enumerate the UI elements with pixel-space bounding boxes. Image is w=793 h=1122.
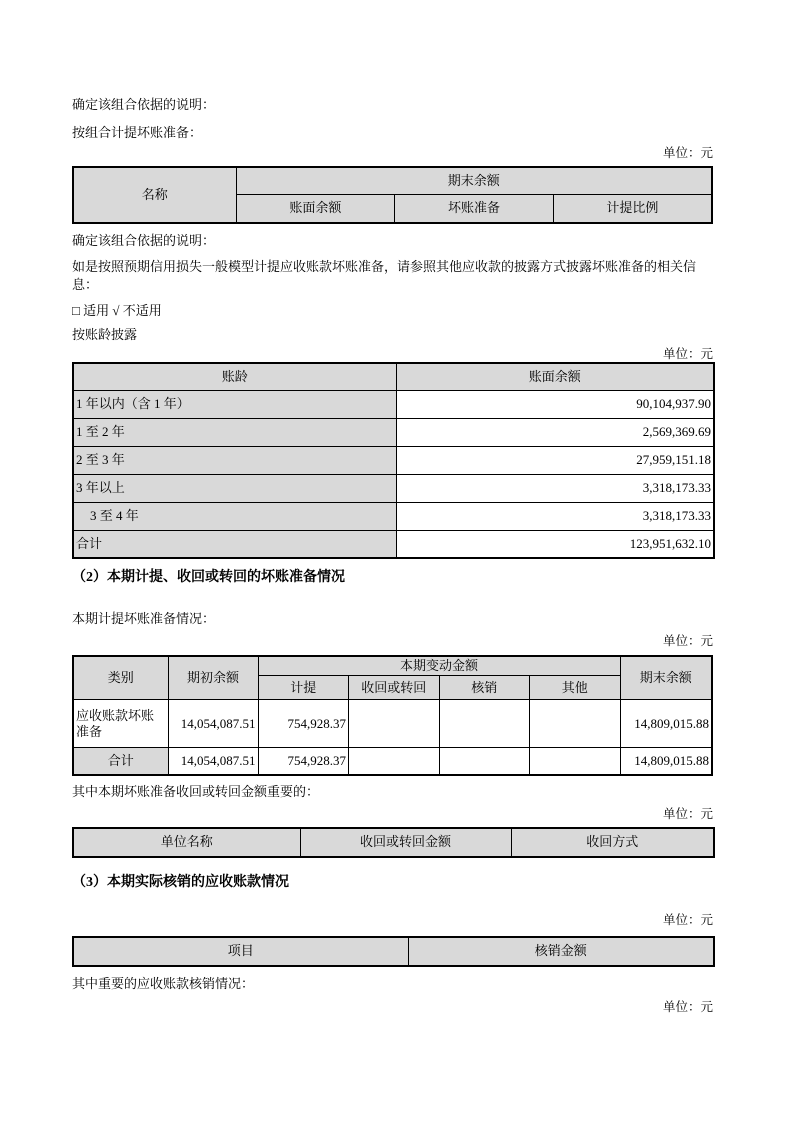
table-row	[73, 530, 714, 558]
table-row	[73, 418, 714, 446]
aging-row-label: 1 年以内（含 1 年）	[73, 390, 396, 418]
movement-total-opening: 14,054,087.51	[168, 748, 258, 775]
table-row	[73, 390, 714, 418]
table-row	[73, 446, 714, 474]
recovery-note: 其中本期坏账准备收回或转回金额重要的：	[72, 783, 320, 799]
col-header-recover: 收回或转回	[349, 676, 440, 700]
aging-table	[72, 362, 715, 559]
movement-total-other	[530, 748, 621, 775]
bad-debt-movement-table	[72, 655, 713, 776]
col-header-aging: 账龄	[73, 363, 396, 390]
col-header-opening-balance: 期初余额	[168, 656, 258, 700]
col-header-provision: 计提	[258, 676, 349, 700]
table-row	[73, 748, 712, 775]
combo-basis-note: 确定该组合依据的说明：	[72, 97, 216, 112]
col-header-provision-ratio: 计提比例	[553, 194, 712, 223]
movement-row-closing: 14,809,015.88	[620, 700, 712, 748]
movement-total-label: 合计	[73, 748, 168, 775]
table-row	[73, 700, 712, 748]
applicable-checkbox-line: □ 适用 √ 不适用	[72, 303, 162, 318]
aging-disclosure-title: 按账龄披露	[72, 327, 138, 342]
aging-row-label: 2 至 3 年	[73, 446, 396, 474]
table-row	[73, 363, 714, 390]
unit-label: 单位：元	[662, 347, 713, 361]
col-header-book-balance: 账面余额	[396, 363, 714, 390]
aging-row-value: 90,104,937.90	[396, 390, 714, 418]
col-header-book-balance: 账面余额	[236, 194, 395, 223]
col-header-item: 项目	[73, 937, 408, 966]
combo-provision-table	[72, 166, 713, 224]
movement-row-writeoff	[439, 700, 530, 748]
aging-row-value: 27,959,151.18	[396, 446, 714, 474]
aging-total-value: 123,951,632.10	[396, 530, 714, 558]
movement-row-category: 应收账款坏账准备	[73, 700, 168, 748]
movement-row-provision: 754,928.37	[258, 700, 349, 748]
movement-subtitle: 本期计提坏账准备情况：	[72, 611, 216, 626]
col-header-recover-method: 收回方式	[511, 828, 714, 857]
col-header-writeoff-amount: 核销金额	[408, 937, 714, 966]
table-row	[73, 167, 712, 194]
movement-total-provision: 754,928.37	[258, 748, 349, 775]
movement-row-other	[530, 700, 621, 748]
table-row	[73, 828, 714, 857]
col-header-category: 类别	[73, 656, 168, 700]
aging-row-value: 3,318,173.33	[396, 502, 714, 530]
col-header-writeoff: 核销	[439, 676, 530, 700]
unit-label: 单位：元	[662, 146, 713, 160]
col-header-unit-name: 单位名称	[73, 828, 300, 857]
page-content	[72, 0, 713, 1015]
aging-row-label: 1 至 2 年	[73, 418, 396, 446]
col-header-closing-balance: 期末余额	[620, 656, 712, 700]
ecl-model-note: 如是按照预期信用损失一般模型计提应收账款坏账准备，请参照其他应收款的披露方式披露坏账准备的相关信息：	[72, 259, 697, 292]
aging-total-label: 合计	[73, 530, 396, 558]
table-row	[73, 474, 714, 502]
writeoff-note: 其中重要的应收账款核销情况：	[72, 975, 255, 991]
basis-note: 确定该组合依据的说明：	[72, 233, 216, 248]
recovery-table	[72, 827, 715, 858]
table-row	[73, 937, 714, 966]
movement-row-recover	[349, 700, 440, 748]
writeoff-table	[72, 936, 715, 967]
col-header-name: 名称	[73, 167, 236, 223]
table-row	[73, 656, 712, 676]
aging-row-label: 3 年以上	[73, 474, 396, 502]
col-header-bad-debt-provision: 坏账准备	[395, 194, 554, 223]
combo-provision-title: 按组合计提坏账准备：	[72, 125, 203, 140]
section-heading-movement: （2）本期计提、收回或转回的坏账准备情况	[72, 570, 345, 585]
section-heading-writeoff: （3）本期实际核销的应收账款情况	[72, 874, 289, 890]
unit-label: 单位：元	[662, 912, 713, 927]
movement-row-opening: 14,054,087.51	[168, 700, 258, 748]
table-row	[73, 502, 714, 530]
movement-total-closing: 14,809,015.88	[620, 748, 712, 775]
aging-row-value: 2,569,369.69	[396, 418, 714, 446]
movement-total-writeoff	[439, 748, 530, 775]
unit-label: 单位：元	[662, 806, 713, 821]
col-header-change-group: 本期变动金额	[258, 656, 620, 676]
aging-row-value: 3,318,173.33	[396, 474, 714, 502]
col-header-closing-balance-group: 期末余额	[236, 167, 712, 194]
col-header-other: 其他	[530, 676, 621, 700]
aging-row-label: 3 至 4 年	[73, 502, 396, 530]
unit-label: 单位：元	[662, 999, 713, 1014]
col-header-recover-amount: 收回或转回金额	[300, 828, 511, 857]
movement-total-recover	[349, 748, 440, 775]
unit-label: 单位：元	[662, 634, 713, 648]
